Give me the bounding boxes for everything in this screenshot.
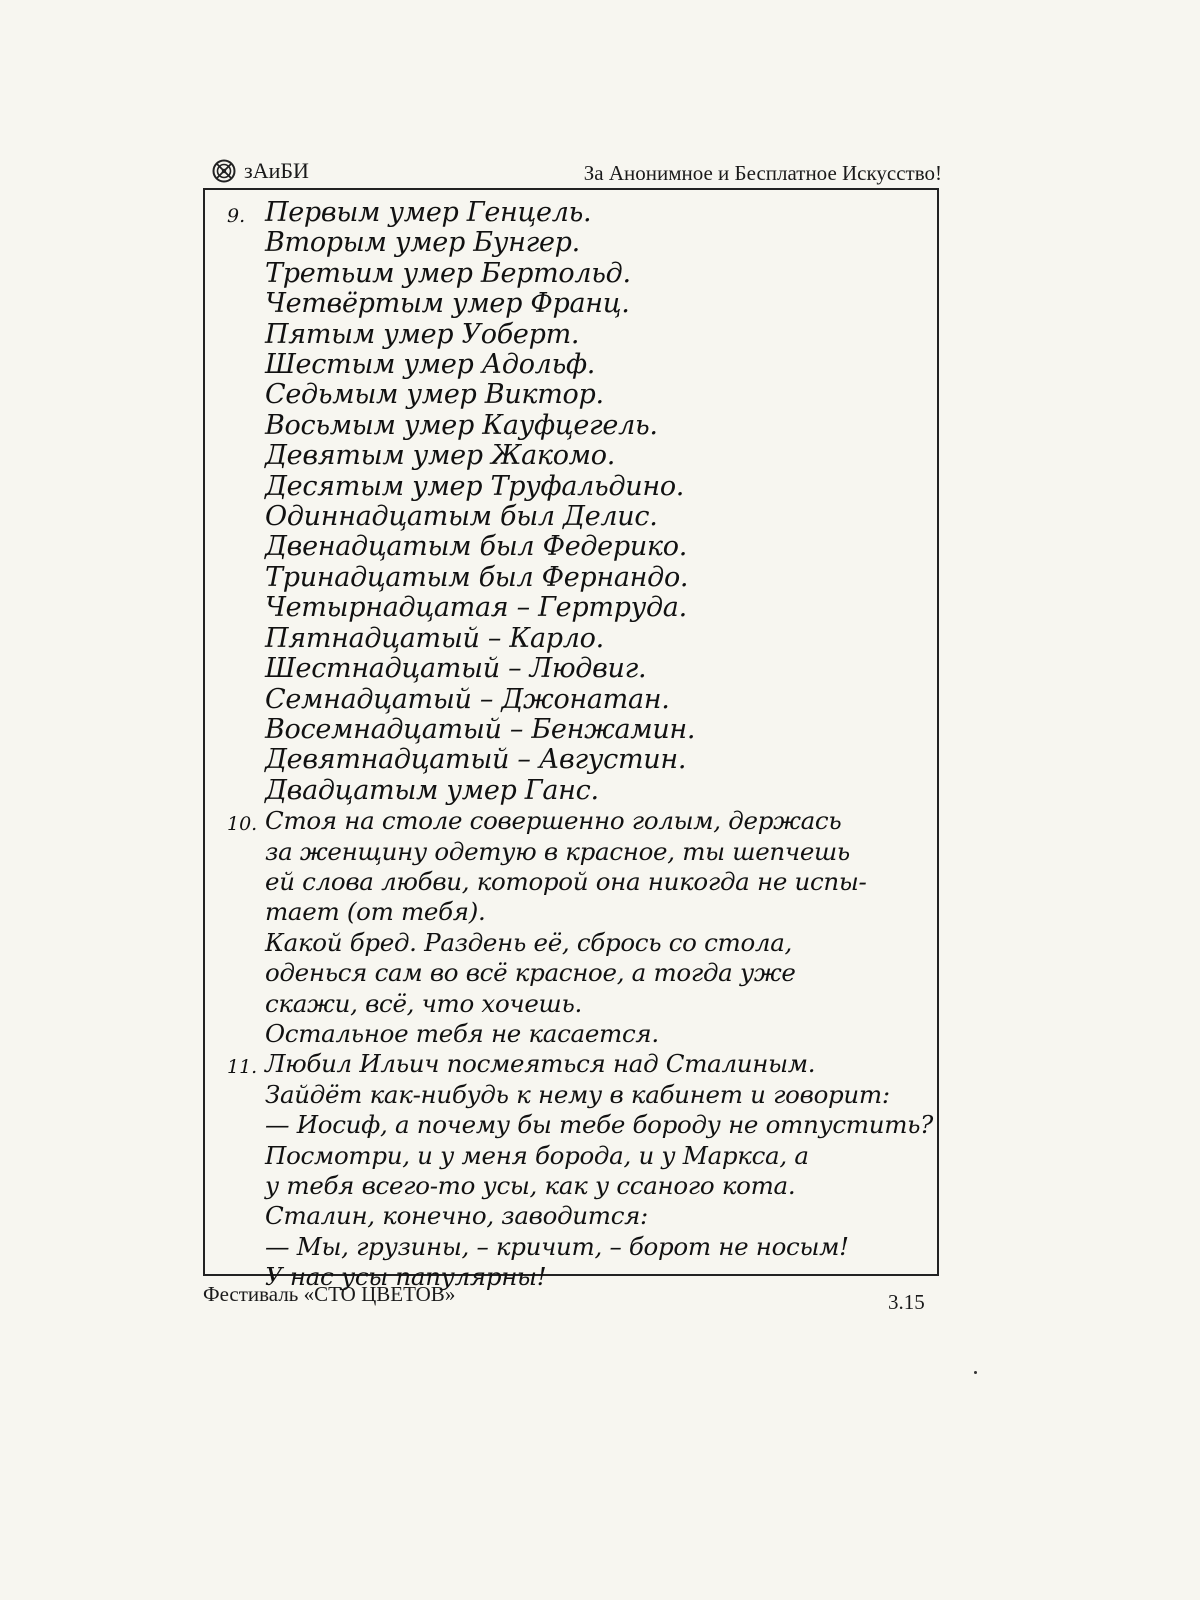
text-line: Любил Ильич посмеяться над Сталиным. — [265, 1049, 816, 1079]
text-line: Шестнадцатый – Людвиг. — [265, 653, 647, 685]
text-line: Двенадцатым был Федерико. — [265, 531, 687, 563]
text-line: Остальное тебя не касается. — [265, 1018, 659, 1048]
text-line: Шестым умер Адольф. — [265, 349, 596, 381]
footer-festival: Фестиваль «СТО ЦВЕТОВ» — [203, 1282, 456, 1306]
handwritten-text — [227, 197, 934, 1293]
speck — [974, 1371, 977, 1374]
text-line: скажи, всё, что хочешь. — [265, 988, 582, 1018]
text-line: Третьим умер Бертольд. — [265, 257, 631, 289]
text-line: Седьмым умер Виктор. — [265, 379, 604, 411]
text-line: Какой бред. Раздень её, сбрось со стола, — [265, 927, 792, 957]
item-lines — [265, 1049, 933, 1292]
knot-emblem-icon — [212, 159, 236, 183]
text-line: Сталин, конечно, заводится: — [265, 1201, 649, 1231]
text-line: Семнадцатый – Джонатан. — [265, 683, 670, 715]
text-line: Десятым умер Труфальдино. — [265, 470, 685, 502]
text-line: Двадцатым умер Ганс. — [265, 774, 599, 806]
text-line: Тринадцатым был Фернандо. — [265, 561, 689, 593]
text-line: — Мы, грузины, – кричит, – борот не носым! — [265, 1231, 849, 1261]
text-line: у тебя всего-то усы, как у ссаного кота. — [265, 1171, 796, 1200]
text-line: Пятнадцатый – Карло. — [265, 622, 604, 654]
text-line: Пятым умер Уоберт. — [265, 318, 580, 350]
handwritten-text-frame — [203, 188, 939, 1292]
text-line: Стоя на столе совершенно голым, держась — [265, 806, 842, 836]
page-number: 3.15 — [888, 1290, 925, 1314]
text-line: оденься сам во всё красное, а тогда уже — [265, 958, 796, 988]
brand-name: зАиБИ — [244, 158, 309, 183]
item-10 — [227, 806, 925, 1049]
item-11 — [227, 1049, 934, 1292]
text-line: тает (от тебя). — [265, 897, 486, 927]
text-line: У нас усы папулярны! — [265, 1262, 547, 1292]
text-line: — Иосиф, а почему бы тебе бороду не отпустить? — [265, 1110, 934, 1140]
text-line: Восьмым умер Кауфцегель. — [265, 409, 658, 441]
text-line: Посмотри, и у меня борода, и у Маркса, а — [265, 1140, 809, 1170]
text-line: ей слова любви, которой она никогда не испы- — [265, 866, 867, 896]
text-line: Зайдёт как-нибудь к нему в кабинет и говорит: — [265, 1079, 890, 1109]
item-lines — [265, 806, 925, 1049]
item-9 — [227, 198, 925, 806]
header-tagline: За Анонимное и Бесплатное Искусство! — [583, 161, 942, 185]
text-line: Вторым умер Бунгер. — [265, 227, 580, 259]
header-brand — [212, 158, 309, 184]
item-number: 11. — [227, 1056, 258, 1079]
text-line: Девятым умер Жакомо. — [265, 440, 616, 472]
text-line: Девятнадцатый – Августин. — [265, 744, 687, 776]
text-line: Четвёртым умер Франц. — [265, 288, 630, 320]
item-number: 10. — [227, 813, 258, 836]
text-line: Четырнадцатая – Гертруда. — [265, 592, 687, 624]
text-line: Восемнадцатый – Бенжамин. — [265, 713, 696, 745]
text-line: Одиннадцатым был Делис. — [265, 501, 658, 533]
text-line: за женщину одетую в красное, ты шепчешь — [265, 836, 850, 866]
item-number: 9. — [227, 205, 246, 227]
item-lines — [265, 198, 925, 806]
text-line: Первым умер Генцель. — [265, 197, 592, 228]
